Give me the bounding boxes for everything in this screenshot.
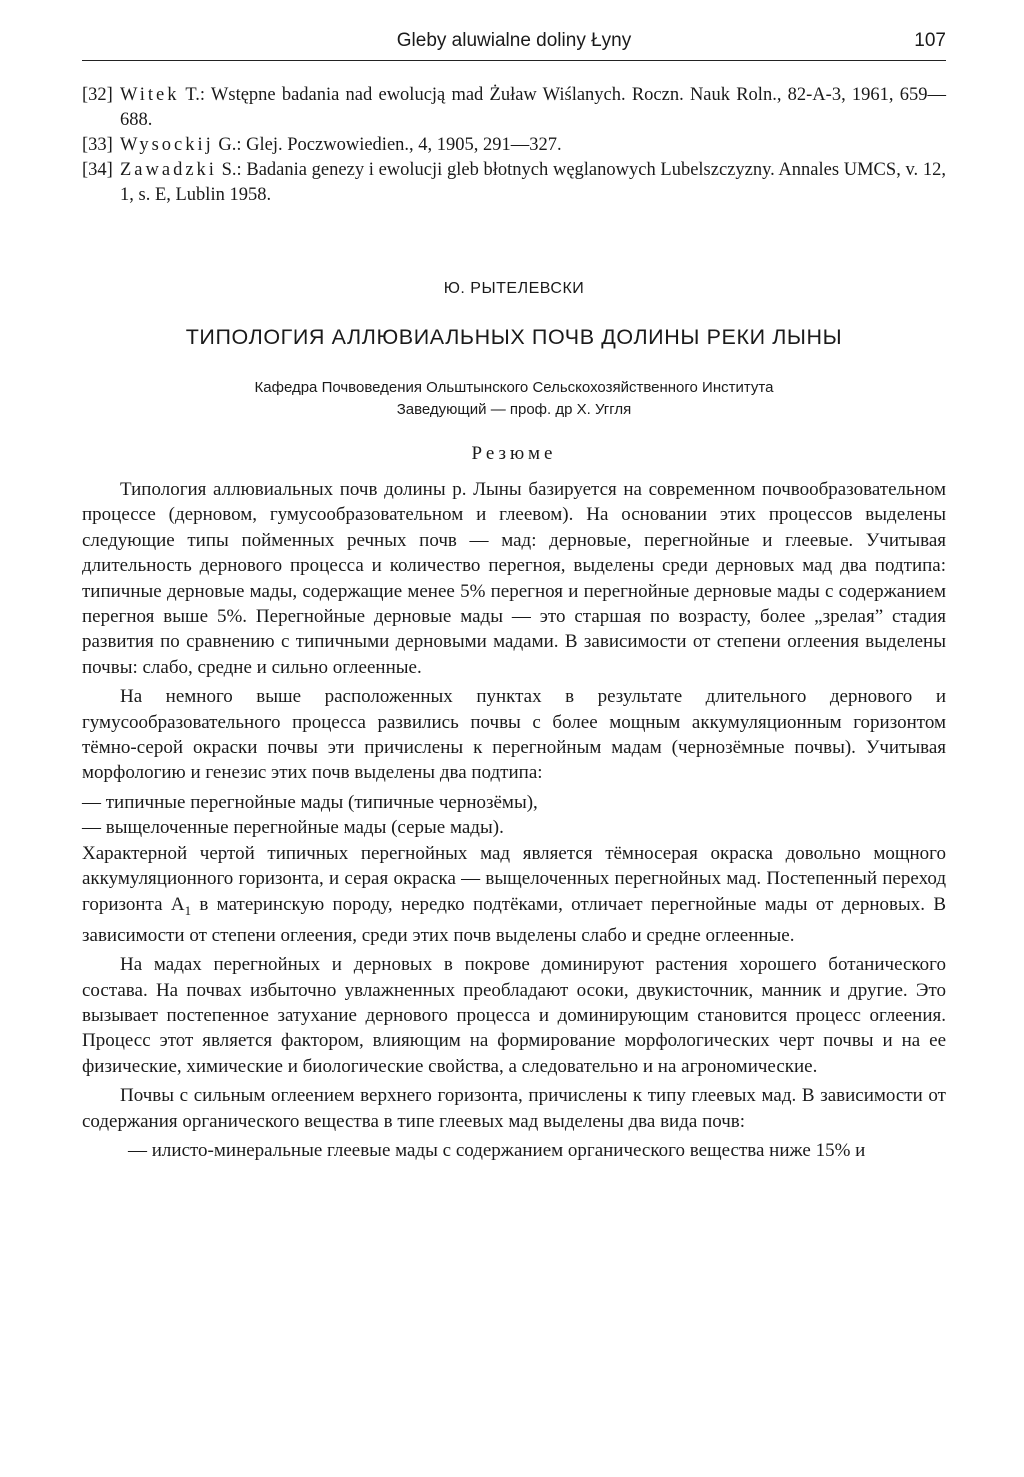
paragraph [82, 841, 946, 948]
reference-text [120, 158, 946, 208]
paragraph-text: в материнскую породу, нередко подтёками, отличает перегнойные мады от дерновых. В зависимости от степени оглеения, среди этих почв выделены слабо и средне оглеенные. [82, 893, 946, 946]
article-author: Ю. РЫТЕЛЕВСКИ [443, 280, 585, 297]
reference-details: G.: Glej. Poczwowiedien., 4, 1905, 291—327. [213, 135, 562, 155]
affiliation [82, 377, 946, 421]
reference-item [82, 133, 946, 158]
reference-list [82, 83, 946, 208]
page [82, 26, 946, 1167]
resume-heading: Резюме [471, 443, 557, 464]
reference-text [120, 133, 946, 158]
paragraph-text: Характерной чертой типичных перегнойных мад является тёмносерая окраска довольно мощного аккумуляционного горизонта, и серая окраска — выщелоченных перегнойных мад. Постепенный переход горизонта A [82, 842, 946, 915]
reference-details: T.: Wstępne badania nad ewolucją mad Żuław Wiślanych. Roczn. Nauk Roln., 82-A-3, 1961, 659—688. [120, 85, 946, 130]
reference-item [82, 158, 946, 208]
reference-author: Witek [120, 85, 180, 105]
page-number: 107 [914, 30, 946, 51]
reference-number: [33] [82, 135, 113, 155]
article-title: ТИПОЛОГИЯ АЛЛЮВИАЛЬНЫХ ПОЧВ ДОЛИНЫ РЕКИ ЛЫНЫ [185, 325, 843, 349]
affiliation-department: Кафедра Почвоведения Ольштынского Сельскохозяйственного Института [254, 379, 774, 396]
reference-details: S.: Badania genezy i ewolucji gleb błotnych węglanowych Lubelszczyzny. Annales UMCS, v. 12, 1, s. E, Lublin 1958. [120, 160, 946, 205]
running-head [82, 26, 946, 61]
paragraph: Типология аллювиальных почв долины р. Лыны базируется на современном почвообразовательном процессе (дерновом, гумусообразовательном и глеевом). На основании этих процессов выделены следующие типы пойменных речных почв — мад: дерновые, перегнойные и глеевые. Учитывая длительность дернового процесса и количество перегноя, выделены среди дерновых мад два подтипа: типичные дерновые мады, содержащие менее 5% перегноя и перегнойные дерновые мады с содержанием перегноя выше 5%. Перегнойные дерновые мады — это старшая по возрасту, более „зрелая” стадия развития по сравнению с типичными дерновыми мадами. В зависимости от степени оглеения выделены почвы: слабо, средне и сильно оглеенные. [82, 479, 946, 678]
paragraph: На немного выше расположенных пунктах в результате длительного дернового и гумусообразовательного процесса развились почвы с более мощным аккумуляционным горизонтом тёмно-серой окраски почвы эти причислены к перегнойным мадам (чернозёмные почвы). Учитывая морфологию и генезис этих почв выделены два подтипа: [82, 686, 946, 784]
affiliation-head: Заведующий — проф. др X. Уггля [396, 401, 632, 418]
reference-number: [32] [82, 85, 113, 105]
list-item: — выщелоченные перегнойные мады (серые мады). [82, 817, 504, 839]
reference-item [82, 83, 946, 133]
reference-number: [34] [82, 160, 113, 180]
paragraph: На мадах перегнойных и дерновых в покрове доминируют растения хорошего ботанического состава. На почвах избыточно увлажненных преобладают осоки, двукисточник, манник и другие. Это вызывает постепенное затухание дернового процесса и доминирующим становится процесс оглеения. Процесс этот является фактором, влияющим на формирование морфологических черт почвы и на ее физические, химические и биологические свойства, а следовательно и на агрономические. [82, 954, 946, 1077]
reference-author: Wysockij [120, 135, 214, 155]
running-title: Gleby aluwialne doliny Łyny [396, 30, 632, 51]
resume-body [82, 477, 946, 1163]
list-item: — типичные перегнойные мады (типичные чернозёмы), [82, 791, 538, 813]
subscript: 1 [184, 902, 192, 918]
paragraph: — илисто-минеральные глеевые мады с содержанием органического вещества ниже 15% и [128, 1139, 866, 1161]
reference-text [120, 83, 946, 133]
paragraph: Почвы с сильным оглеением верхнего горизонта, причислены к типу глеевых мад. В зависимости от содержания органического вещества в типе глеевых мад выделены два вида почв: [82, 1085, 946, 1132]
reference-author: Zawadzki [120, 160, 217, 180]
